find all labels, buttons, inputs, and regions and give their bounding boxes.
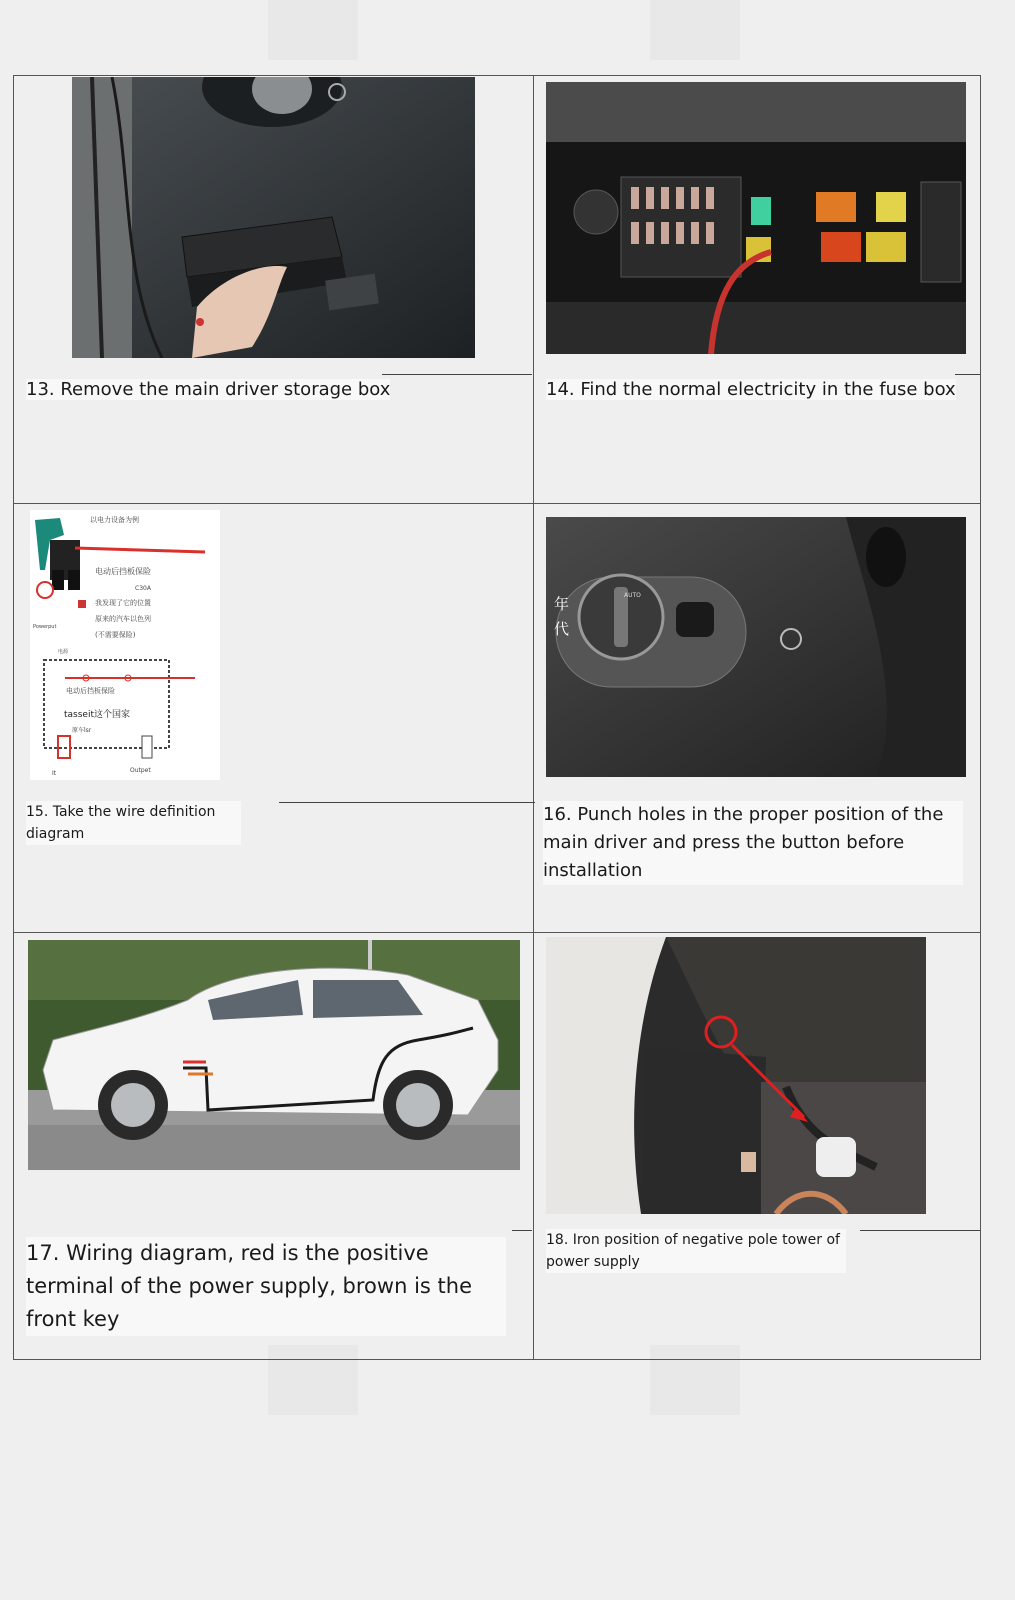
caption-rule: [955, 374, 980, 375]
output-label: Outpet: [130, 767, 151, 774]
top-small-label: 电源: [58, 649, 69, 655]
tasseit-label: tasseit这个国家: [64, 710, 130, 720]
grid-divider: [14, 503, 980, 504]
headlight-switch-photo: [546, 517, 966, 777]
fuse-box-photo: [546, 82, 966, 354]
storage-box-photo: [72, 77, 475, 358]
step-18-caption: 18. Iron position of negative pole tower of power supply: [546, 1229, 846, 1273]
note-2: 原来的汽车以色列: [95, 615, 151, 623]
fuse-label-2: 电动后挡板保险: [66, 687, 115, 695]
caption-rule: [860, 1230, 980, 1231]
car-wiring-photo: [28, 940, 520, 1170]
note-1: 我发现了它的位置: [95, 599, 151, 607]
bg-texture: [650, 0, 740, 60]
step-17-caption: 17. Wiring diagram, red is the positive terminal of the power supply, brown is the front key: [26, 1237, 506, 1336]
caption-rule: [512, 1230, 532, 1231]
caption-rule: [382, 374, 532, 375]
grid-divider: [14, 932, 980, 933]
note-3: (不需要保险): [95, 631, 136, 639]
bg-texture: [268, 0, 358, 60]
diagram-title: 以电力设备为例: [90, 516, 139, 524]
gen-label: 代: [554, 620, 570, 638]
wire-definition-diagram: [30, 510, 220, 780]
ground-point-photo: [546, 937, 926, 1214]
step-14-caption: 14. Find the normal electricity in the fuse box: [546, 379, 956, 400]
caption-rule: [279, 802, 535, 803]
year-label: 年: [554, 595, 570, 613]
it-label: It: [52, 770, 57, 777]
step-16-caption: 16. Punch holes in the proper position of the main driver and press the button before installation: [543, 801, 963, 885]
fuse-label: 电动后挡板保险: [95, 567, 151, 576]
step-15-caption: 15. Take the wire definition diagram: [26, 801, 241, 845]
auto-label: AUTO: [624, 592, 641, 599]
step-13-caption: 13. Remove the main driver storage box: [26, 379, 391, 400]
origin-label: 原车lsr: [72, 727, 92, 734]
grid-divider: [533, 76, 534, 1359]
fuse-rating: C30A: [135, 585, 151, 592]
powerput-label: Powerput: [33, 624, 57, 630]
